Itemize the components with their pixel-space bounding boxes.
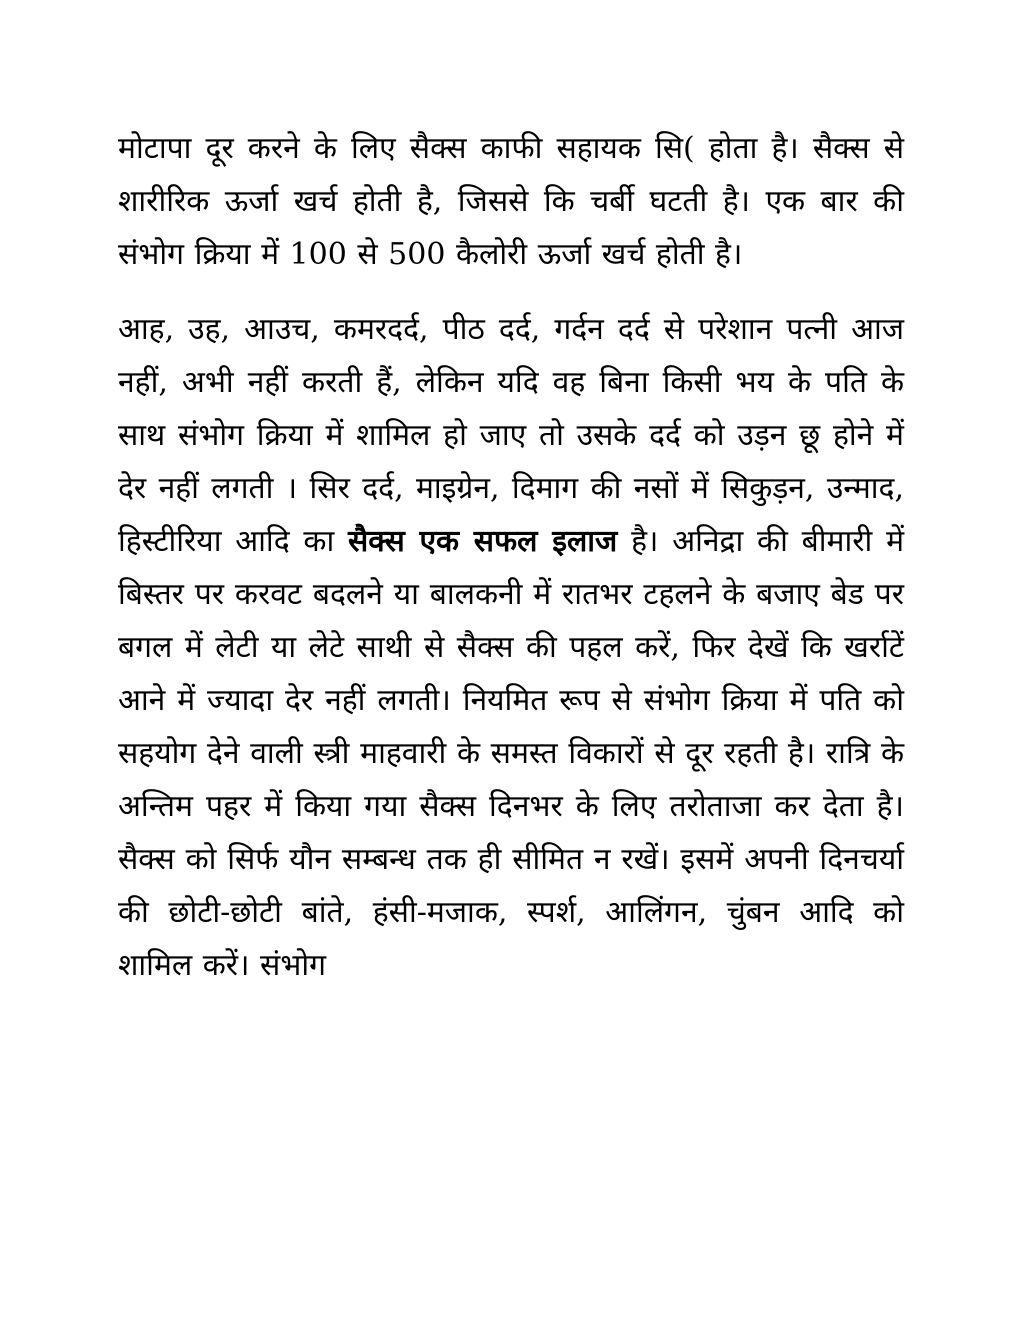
paragraph-2-text-start: आह, उह, आउच, कमरदर्द, पीठ दर्द, गर्दन दर्द से परेशान पत्नी आज नहीं, अभी नहीं करती हैं, लेकिन यदि वह बिना किसी भय के पति के साथ संभोग क्रिया में शामिल हो जाए तो उसके दर्द को उड़न छू होने में देर नहीं लगती । सिर दर्द, माइग्रेन, दिमाग की नसों में सिकुड़न, उन्माद, हिस्टीरिया आदि का [118,312,904,559]
paragraph-2 [118,303,904,992]
paragraph-1: मोटापा दूर करने के लिए सैक्स काफी सहायक सि( होता है। सैक्स से शारीरिक ऊर्जा खर्च होती है, जिससे कि चर्बी घटती है। एक बार की संभोग क्रिया में 100 से 500 कैलोरी ऊर्जा खर्च होती है। [118,131,904,272]
paragraph-2-bold-phrase: सैक्स एक सफल इलाज [348,524,618,559]
paragraph-2-text-end: है। अनिद्रा की बीमारी में बिस्तर पर करवट बदलने या बालकनी में रातभर टहलने के बजाए बेड पर बगल में लेटी या लेटे साथी से सैक्स की पहल करें, फिर देखें कि खर्राटें आने में ज्यादा देर नहीं लगती। नियमित रूप से संभोग क्रिया में पति को सहयोग देने वाली स्त्री माहवारी के समस्त विकारों से दूर रहती है। रात्रि के अन्तिम पहर में किया गया सैक्स दिनभर के लिए तरोताजा कर देता है। सैक्स को सिर्फ यौन सम्बन्ध तक ही सीमित न रखें। इसमें अपनी दिनचर्या की छोटी-छोटी बांते, हंसी-मजाक, स्पर्श, आलिंगन, चुंबन आदि को शामिल करें। संभोग [118,524,905,983]
document-page [118,122,904,992]
